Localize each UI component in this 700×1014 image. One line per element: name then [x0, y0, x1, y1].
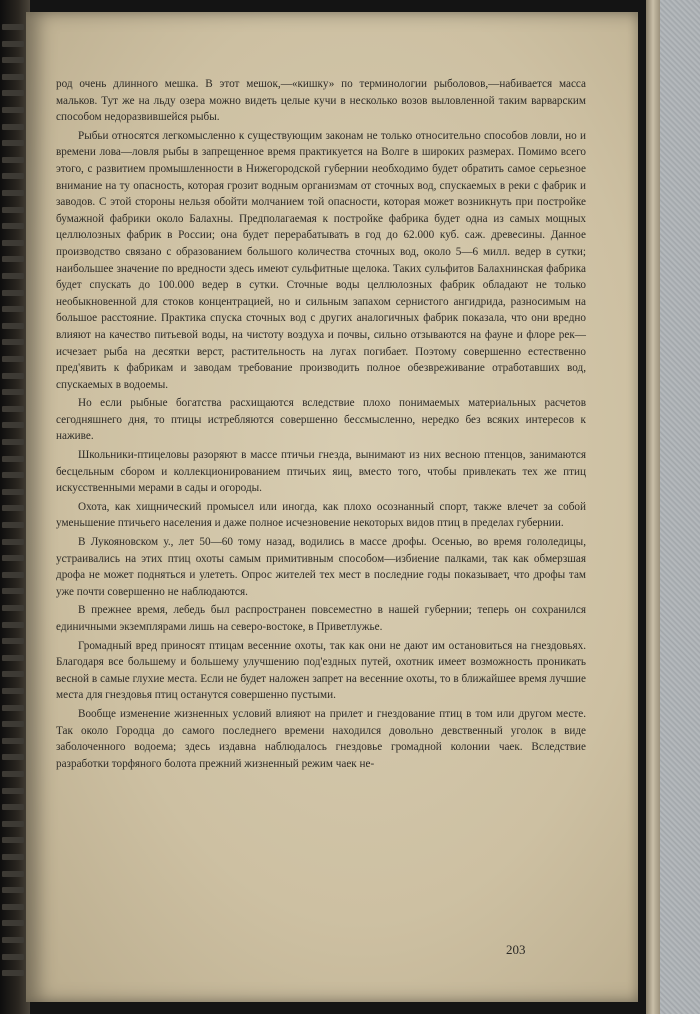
facing-page-text-mark: [2, 24, 24, 30]
paragraph: В Лукояновском у., лет 50—60 тому назад, водились в массе дрофы. Осенью, во время гололедицы, устраивались на этих птиц охоты самым примитивным способом—избиение палками, так как обмерзшая дрофа не может подняться и улететь. Опрос жителей тех мест в последние годы показывает, что дрофы там уже почти совершенно не наблюдаются.: [56, 536, 586, 598]
paragraph: род очень длинного мешка. В этот мешок,—«кишку» по терминологии рыболовов,—набивается масса мальков. Тут же на льду озера можно видеть целые кучи в несколько возов выловленной таким варварским способом недоразвившейся рыбы.: [56, 78, 586, 124]
facing-page-text-mark: [2, 489, 24, 495]
facing-page-text-mark: [2, 456, 24, 462]
facing-page-text-mark: [2, 954, 24, 960]
facing-page-text-mark: [2, 605, 24, 611]
facing-page-text-mark: [2, 738, 24, 744]
paragraph: Рыбьи относятся легкомысленно к существующим законам не только относительно способов ловли, но и времени лова—ловля рыбы в запрещенное время практикуется на Волге в широких размерах. Помимо всего этого, с развитием промышленности в Нижегородской губернии необходимо будет обратить самое серьезное внимание на ту опасность, которая грозит водным организмам от сточных вод, спускаемых в реки с фабрик и заводов. С этой стороны нельзя обойти молчанием той опасности, которая может возникнуть при постройке бумажной фабрики около Балахны. Предполагаемая к постройке фабрика будет одна из самых мощных целлюлозных фабрик в России; она будет перерабатывать в год до 62.000 куб. саж. древесины. Данное производство связано с образованием большого количества сточных вод, около 5—6 милл. ведер в сутки; наибольшее значение по вредности здесь имеют сульфитные щелока. Таких сульфитов Балахнинская фабрика будет спускать до 100.000 ведер в сутки. Сточные воды целлюлозных фабрик обладают не только необыкновенной для стоков концентрацией, но и сильным запахом сернистого ангидрида, разносимым на большое расстояние. Практика спуска сточных вод с других аналогичных фабрик показала, что они вредно влияют на качество питьевой воды, на чистоту воздуха и почвы, сильно отзываются на фауне и флоре рек—исчезает рыба на десятки верст, растительность на лугах погибает. Поэтому совершенно естественно пред'явить к фабрикам и заводам требование производить полное обезвреживание отработавших вод, спускаемых в водоемы.: [56, 129, 586, 391]
facing-page-text-mark: [2, 887, 24, 893]
facing-page-text-mark: [2, 588, 24, 594]
facing-page-text-mark: [2, 157, 24, 163]
paragraph: Вообще изменение жизненных условий влияют на прилет и гнездование птиц в том или другом месте. Так около Городца до самого последнего времени находился довольно девственный уголок в виде заболоченного водоема; здесь издавна наблюдалось гнездовье громадной колонии чаек. Вследствие разработки торфяного болота прежний жизненный режим чаек не-: [56, 707, 586, 770]
facing-page-text-mark: [2, 555, 24, 561]
facing-page-text-mark: [2, 140, 24, 146]
page-body-text: [56, 76, 586, 774]
facing-page-text-mark: [2, 572, 24, 578]
facing-page-text-mark: [2, 505, 24, 511]
facing-page-text-mark: [2, 522, 24, 528]
facing-page-text-mark: [2, 854, 24, 860]
facing-page-text-mark: [2, 671, 24, 677]
facing-page-text-mark: [2, 306, 24, 312]
facing-page-text-mark: [2, 439, 24, 445]
facing-page-text-mark: [2, 190, 24, 196]
facing-page-text-mark: [2, 821, 24, 827]
facing-page-text-mark: [2, 273, 24, 279]
facing-page-text-mark: [2, 74, 24, 80]
facing-page-text-mark: [2, 90, 24, 96]
facing-page-text-mark: [2, 323, 24, 329]
page-number: 203: [506, 942, 526, 957]
paragraph: Громадный вред приносят птицам весенние охоты, так как они не дают им остановиться на гнездовьях. Благодаря все большему и большему улучшению под'ездных путей, охотник имеет возможность проникать весной в самые глухие места. Если не будет наложен запрет на весенние охоты, то в ближайшее время лучшие места для гнездовья птиц останутся совершенно пустыми.: [56, 639, 586, 702]
paragraph: Охота, как хищнический промысел или иногда, как плохо осознанный спорт, также влечет за собой уменьшение птичьего населения и даже полное исчезновение некоторых видов птиц в пределах губернии.: [56, 500, 586, 530]
facing-page-text-mark: [2, 290, 24, 296]
facing-page-text-mark: [2, 422, 24, 428]
facing-page-text-mark: [2, 373, 24, 379]
facing-page-text-mark: [2, 41, 24, 47]
facing-page-text-mark: [2, 472, 24, 478]
facing-page-text-mark: [2, 705, 24, 711]
facing-page-text-mark: [2, 638, 24, 644]
facing-page-text-mark: [2, 240, 24, 246]
facing-page-text-mark: [2, 223, 24, 229]
facing-page-text-mark: [2, 356, 24, 362]
facing-page-text-mark: [2, 406, 24, 412]
facing-page-text-mark: [2, 920, 24, 926]
facing-page-text-mark: [2, 937, 24, 943]
facing-page-text-mark: [2, 655, 24, 661]
facing-page-text-mark: [2, 539, 24, 545]
facing-page-text-mark: [2, 970, 24, 976]
facing-page-text-mark: [2, 173, 24, 179]
facing-page-text-mark: [2, 389, 24, 395]
book-page: [26, 12, 638, 1002]
facing-page-text-mark: [2, 904, 24, 910]
facing-page-text-mark: [2, 339, 24, 345]
facing-page-text-mark: [2, 207, 24, 213]
facing-page-text-mark: [2, 256, 24, 262]
facing-page-text-mark: [2, 771, 24, 777]
facing-page-text-mark: [2, 837, 24, 843]
paragraph: Школьники-птицеловы разоряют в массе птичьи гнезда, вынимают из них весною птенцов, занимаются бесцельным сбором и коллекционированием птичьих яиц, вместо того, чтобы привлекать тех же птиц искусственными мерами в сады и огороды.: [56, 449, 586, 495]
facing-page-text-mark: [2, 107, 24, 113]
facing-page-edge: [0, 0, 26, 1014]
facing-page-text-mark: [2, 804, 24, 810]
facing-page-text-mark: [2, 124, 24, 130]
paragraph: В прежнее время, лебедь был распространен повсеместно в нашей губернии; теперь он сохранился единичными экземплярами лишь на северо-востоке, в Приветлужье.: [56, 604, 586, 633]
page-block-edge: [646, 0, 660, 1014]
facing-page-text-mark: [2, 871, 24, 877]
facing-page-text-mark: [2, 622, 24, 628]
facing-page-text-mark: [2, 721, 24, 727]
paragraph: Но если рыбные богатства расхищаются вследствие плохо понимаемых материальных расчетов сегодняшнего дня, то птицы истребляются совершенно бессмысленно, нередко без всяких интересов к наживе.: [56, 397, 586, 443]
facing-page-text-mark: [2, 57, 24, 63]
facing-page-text-mark: [2, 754, 24, 760]
facing-page-text-mark: [2, 688, 24, 694]
facing-page-text-mark: [2, 788, 24, 794]
